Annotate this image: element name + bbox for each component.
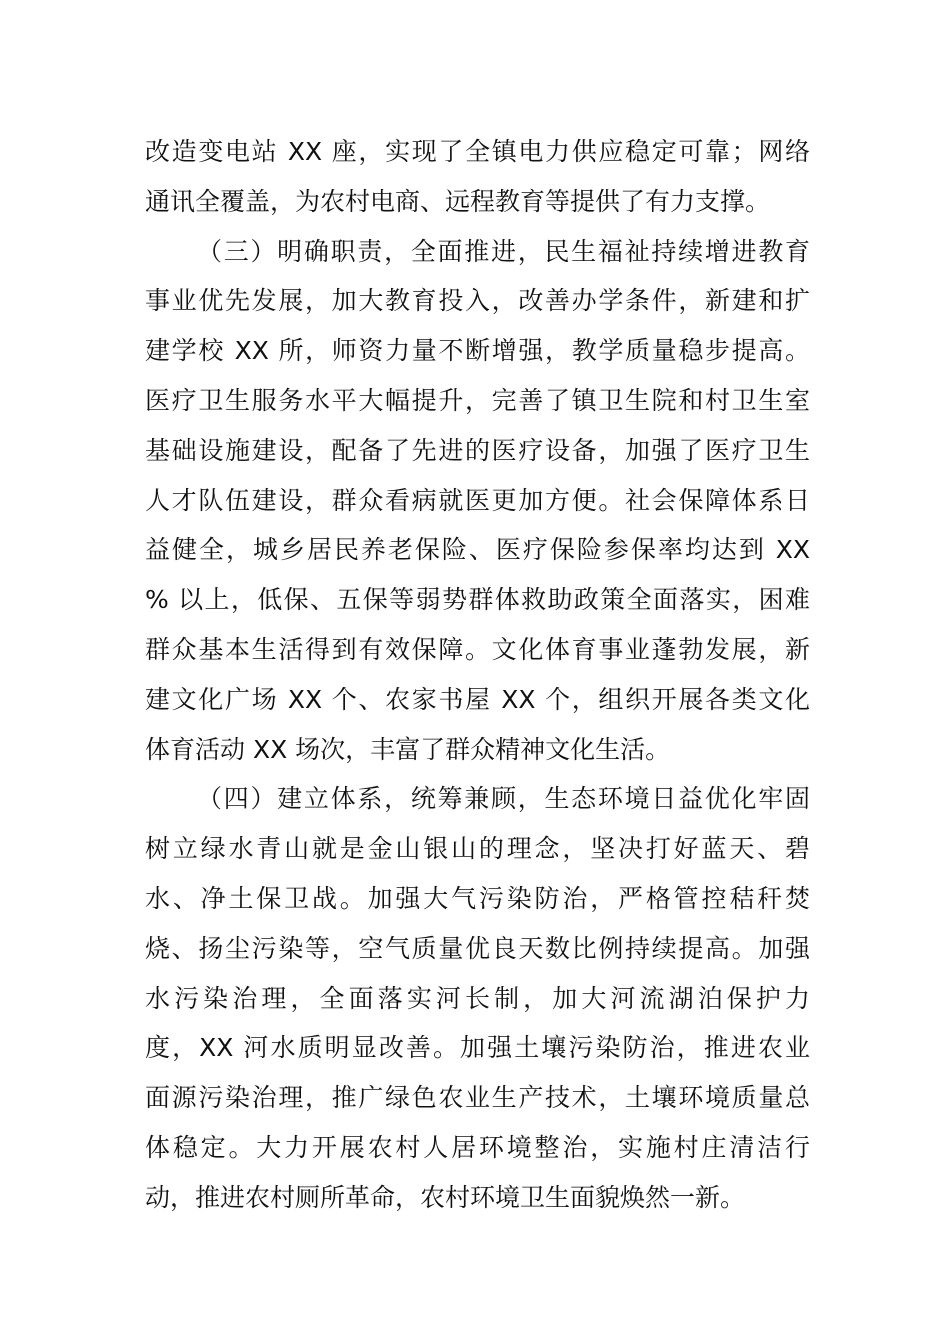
text-line: 医疗卫生服务水平大幅提升，完善了镇卫生院和村卫生室 [145,385,810,415]
text-line: 建文化广场 XX 个、农家书屋 XX 个，组织开展各类文化 [145,684,810,714]
text-line: 动，推进农村厕所革命，农村环境卫生面貌焕然一新。 [145,1182,746,1212]
text-line: 体育活动 XX 场次，丰富了群众精神文化生活。 [145,734,671,764]
text-line: 水、净土保卫战。加强大气污染防治，严格管控秸秆焚 [145,883,810,913]
text-line: 体稳定。大力开展农村人居环境整治，实施村庄清洁行 [145,1132,810,1162]
section-heading-line: （三）明确职责，全面推进，民生福祉持续增进教育 [197,236,810,266]
document-body [145,127,810,1223]
text-line: 树立绿水青山就是金山银山的理念，坚决打好蓝天、碧 [145,834,810,864]
text-line: 面源污染治理，推广绿色农业生产技术，土壤环境质量总 [145,1083,810,1113]
text-line: 改造变电站 XX 座，实现了全镇电力供应稳定可靠；网络 [145,137,810,166]
text-line: 人才队伍建设，群众看病就医更加方便。社会保障体系日 [145,485,810,515]
text-line: 基础设施建设，配备了先进的医疗设备，加强了医疗卫生 [145,435,810,465]
section-heading-line: （四）建立体系，统筹兼顾，生态环境日益优化牢固 [197,784,810,814]
text-line: 事业优先发展，加大教育投入，改善办学条件，新建和扩 [145,286,810,316]
text-line: 通讯全覆盖，为农村电商、远程教育等提供了有力支撑。 [145,186,771,216]
text-line: 度，XX 河水质明显改善。加强土壤污染防治，推进农业 [145,1033,810,1063]
text-line: 群众基本生活得到有效保障。文化体育事业蓬勃发展，新 [145,634,810,664]
text-line: 水污染治理，全面落实河长制，加大河流湖泊保护力 [145,983,810,1013]
text-line: 建学校 XX 所，师资力量不断增强，教学质量稳步提高。 [145,336,810,366]
text-line: 益健全，城乡居民养老保险、医疗保险参保率均达到 XX [145,535,810,565]
text-line: % 以上，低保、五保等弱势群体救助政策全面落实，困难 [145,585,810,615]
text-line: 烧、扬尘污染等，空气质量优良天数比例持续提高。加强 [145,933,810,963]
